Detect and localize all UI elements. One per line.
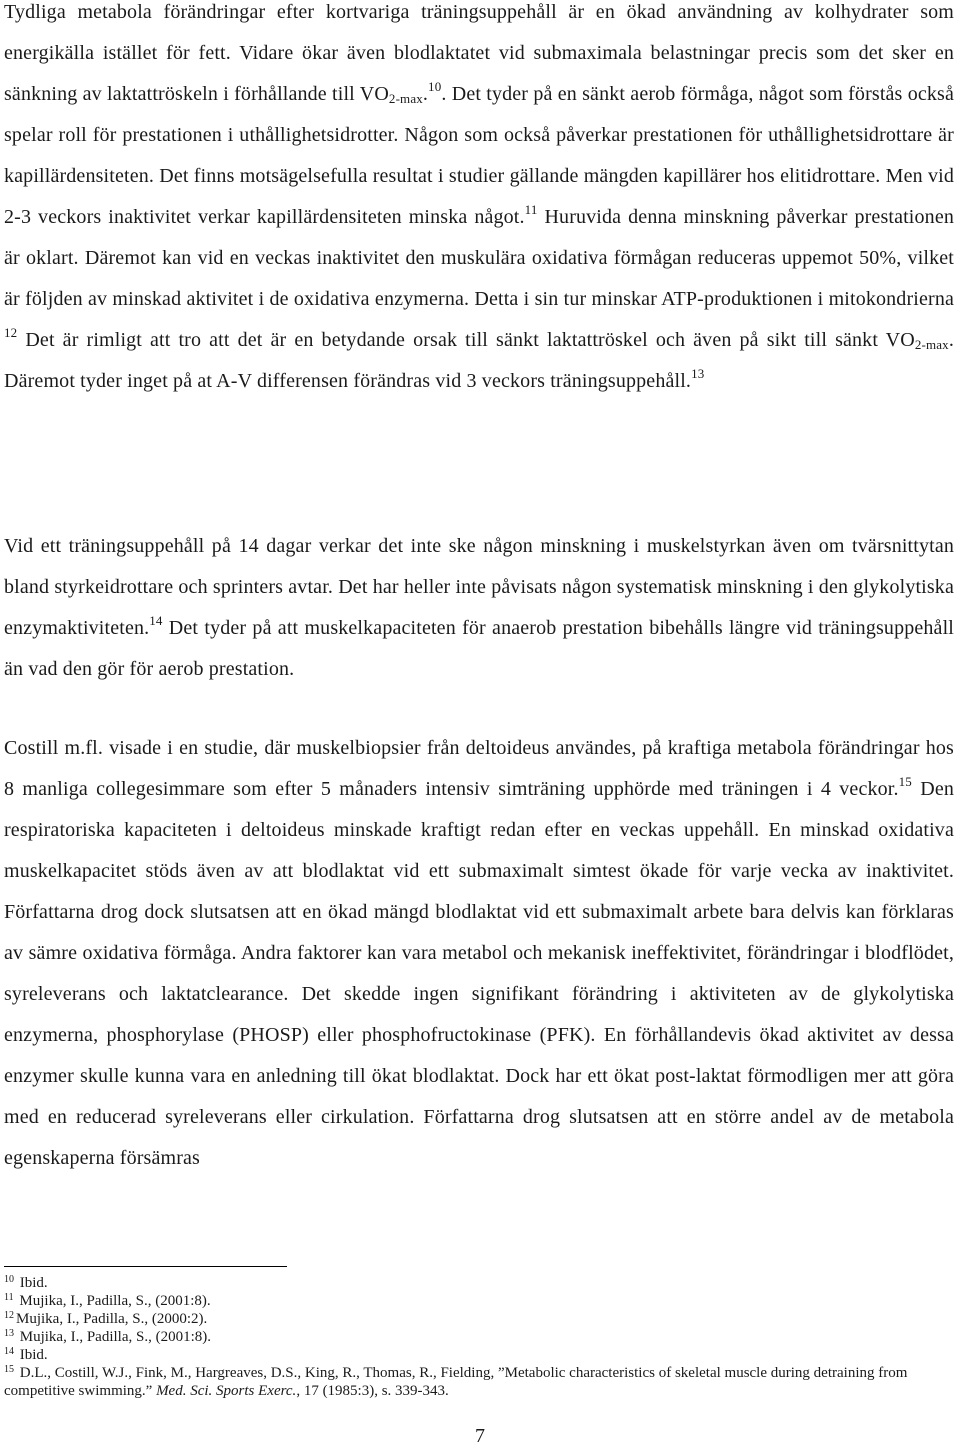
paragraph-text: . xyxy=(422,83,429,105)
footnote-12 xyxy=(4,1310,954,1328)
footnote-text: , 17 (1985:3), s. 339-343. xyxy=(296,1383,449,1399)
footnote-ref-10[interactable]: 10 xyxy=(428,79,442,94)
paragraph-text: Huruvida denna minskning påverkar prestationen är oklart. Däremot kan vid en veckas inaktivitet den muskulära oxidativa förmågan reduceras uppemot 50%, vilket är följden av minskad aktivitet i de oxidativa enzymerna. Detta i sin tur minskar ATP-produktionen i mitokondrierna xyxy=(4,206,954,310)
footnote-ref-12[interactable]: 12 xyxy=(4,325,18,340)
footnote-15 xyxy=(4,1364,954,1400)
footnote-number: 13 xyxy=(4,1328,14,1339)
journal-name: Med. Sci. Sports Exerc. xyxy=(156,1383,297,1399)
paragraph-text: Costill m.fl. visade i en studie, där muskelbiopsier från deltoideus användes, på kraftiga metabola förändringar hos 8 manliga collegesimmare som efter 5 månaders intensiv simträning upphörde med träningen i 4 veckor. xyxy=(4,737,954,800)
footnote-text: Mujika, I., Padilla, S., (2001:8). xyxy=(16,1329,211,1345)
body-paragraph-3 xyxy=(4,728,954,1179)
paragraph-text: . Det tyder på en sänkt aerob förmåga, något som förstås också spelar roll för prestationen i uthållighetsidrotter. Någon som också påverkar prestationen för uthållighetsidrottare är kapillärdensiteten. Det finns motsägelsefulla resultat i studier gällande mängden kapillärer hos elitidrottare. Men vid 2-3 veckors inaktivitet verkar kapillärdensiteten minska något. xyxy=(4,83,954,228)
footnote-number: 12 xyxy=(4,1310,14,1321)
paragraph-text: Det tyder på att muskelkapaciteten för anaerob prestation bibehålls längre vid träningsuppehåll än vad den gör för aerob prestation. xyxy=(4,617,954,680)
footnote-ref-15[interactable]: 15 xyxy=(898,774,912,789)
paragraph-text: Den respiratoriska kapaciteten i deltoideus minskade kraftigt redan efter en veckas uppehåll. En minskad oxidativa muskelkapacitet stöds även av att blodlaktat vid ett submaximalt simtest ökade för varje vecka av inaktivitet. Författarna drog dock slutsatsen att en ökad mängd blodlaktat vid ett submaximalt arbete bara delvis kan förklaras av sämre oxidativa förmåga. Andra faktorer kan vara metabol och mekanisk ineffektivitet, förändringar i blodflödet, syreleverans och laktatclearance. Det skedde ingen signifikant förändring i aktiviteten av de glykolytiska enzymerna, phosphorylase (PHOSP) eller phosphofructokinase (PFK). En förhållandevis ökad aktivitet av dessa enzymer skulle kunna vara en anledning till ökat blodlaktat. Dock har ett ökat post-laktat förmodligen mer att göra med en reducerad syreleverans eller cirkulation. Författarna drog slutsatsen att en större andel av de metabola egenskaperna försämras xyxy=(4,778,954,1169)
footnote-ref-11[interactable]: 11 xyxy=(524,202,538,217)
footnote-text: Ibid. xyxy=(16,1347,48,1363)
footnote-11 xyxy=(4,1292,954,1310)
footnote-number: 10 xyxy=(4,1274,14,1285)
footnote-10 xyxy=(4,1274,954,1292)
footnote-14 xyxy=(4,1346,954,1364)
footnote-text: Mujika, I., Padilla, S., (2000:2). xyxy=(16,1311,208,1327)
body-paragraph-1 xyxy=(4,0,954,402)
footnote-ref-13[interactable]: 13 xyxy=(691,366,705,381)
page-number: 7 xyxy=(475,1425,485,1447)
footnote-number: 15 xyxy=(4,1364,14,1375)
body-paragraph-2 xyxy=(4,526,954,690)
paragraph-text: Tydliga metabola förändringar efter kortvariga träningsuppehåll är en ökad användning av kolhydrater som energikälla istället för fett. Vidare ökar även blodlaktatet vid submaximala belastningar precis som det sker en sänkning av laktattröskeln i förhållande till VO xyxy=(4,1,954,105)
footnote-13 xyxy=(4,1328,954,1346)
footnote-number: 14 xyxy=(4,1346,14,1357)
footnote-text: D.L., Costill, W.J., Fink, M., Hargreaves, D.S., King, R., Thomas, R., Fielding, ”Metabolic characteristics of skeletal muscle during detraining from competitive swimming.” xyxy=(4,1365,908,1399)
footnotes xyxy=(4,1274,954,1400)
subscript: 2-max xyxy=(388,91,423,106)
subscript: 2-max xyxy=(914,337,949,352)
footnote-number: 11 xyxy=(4,1292,14,1303)
footnote-separator xyxy=(4,1266,287,1267)
footnote-text: Ibid. xyxy=(16,1275,48,1291)
footnote-ref-14[interactable]: 14 xyxy=(149,613,163,628)
paragraph-text: Det är rimligt att tro att det är en betydande orsak till sänkt laktattröskel och även på sikt till sänkt VO xyxy=(17,329,915,351)
paragraph-text: . Däremot tyder inget på at A-V differensen förändras vid 3 veckors träningsuppehåll. xyxy=(4,329,954,392)
footnote-text: Mujika, I., Padilla, S., (2001:8). xyxy=(15,1293,211,1309)
paragraph-text: Vid ett träningsuppehåll på 14 dagar verkar det inte ske någon minskning i muskelstyrkan även om tvärsnittytan bland styrkeidrottare och sprinters avtar. Det har heller inte påvisats någon systematisk minskning i den glykolytiska enzymaktiviteten. xyxy=(4,535,954,639)
